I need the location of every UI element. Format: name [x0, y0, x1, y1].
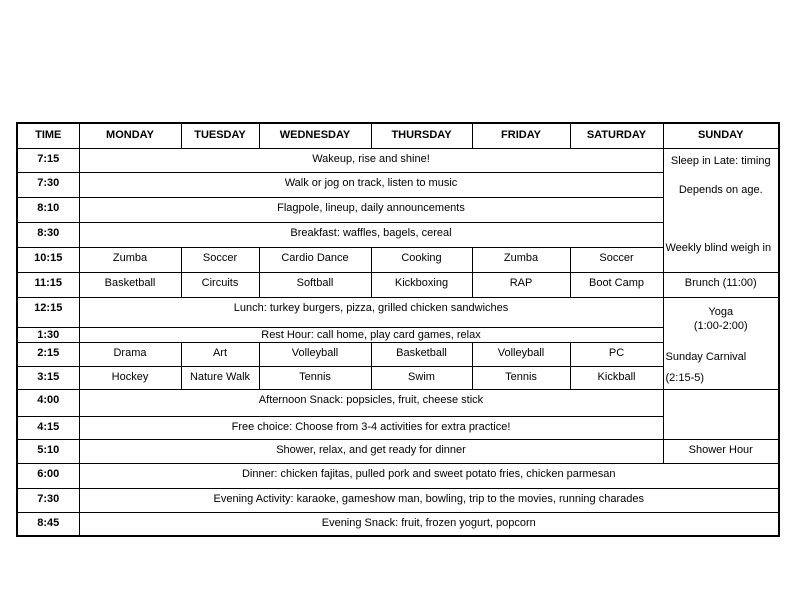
activity-cell: Basketball — [79, 272, 181, 297]
sunday-note-line: Sunday Carnival — [665, 350, 747, 363]
time-cell: 8:30 — [17, 222, 79, 247]
activity-cell: Hockey — [79, 366, 181, 389]
time-cell: 4:15 — [17, 416, 79, 439]
activity-cell: RAP — [472, 272, 570, 297]
schedule-message-cell: Afternoon Snack: popsicles, fruit, cheese stick — [79, 389, 663, 416]
header-monday: MONDAY — [79, 123, 181, 148]
schedule-message-cell: Rest Hour: call home, play card games, relax — [79, 327, 663, 342]
time-cell: 7:30 — [17, 488, 79, 512]
sunday-empty-cell — [663, 389, 779, 439]
header-thursday: THURSDAY — [371, 123, 472, 148]
schedule-message-cell: Dinner: chicken fajitas, pulled pork and sweet potato fries, chicken parmesan — [79, 463, 779, 488]
row-lunch — [17, 297, 779, 327]
sunday-note-line: Yoga — [708, 305, 734, 318]
header-row — [17, 123, 779, 148]
schedule-message-cell: Walk or jog on track, listen to music — [79, 172, 663, 197]
header-time: TIME — [17, 123, 79, 148]
activity-cell: Art — [181, 342, 259, 366]
time-cell: 4:00 — [17, 389, 79, 416]
sunday-morning-notes-cell — [663, 148, 779, 272]
schedule-message-cell: Shower, relax, and get ready for dinner — [79, 439, 663, 463]
activity-cell: Nature Walk — [181, 366, 259, 389]
row-shower — [17, 439, 779, 463]
sunday-note-line: (2:15-5) — [665, 371, 705, 384]
sunday-note-line: Depends on age. — [678, 183, 763, 196]
schedule-message-cell: Flagpole, lineup, daily announcements — [79, 197, 663, 222]
time-cell: 5:10 — [17, 439, 79, 463]
time-cell: 2:15 — [17, 342, 79, 366]
row-dinner — [17, 463, 779, 488]
activity-cell: Kickball — [570, 366, 663, 389]
time-cell: 1:30 — [17, 327, 79, 342]
header-saturday: SATURDAY — [570, 123, 663, 148]
weekly-schedule-table — [16, 122, 780, 537]
row-afternoon-snack — [17, 389, 779, 416]
time-cell: 10:15 — [17, 247, 79, 272]
schedule-message-cell: Breakfast: waffles, bagels, cereal — [79, 222, 663, 247]
time-cell: 6:00 — [17, 463, 79, 488]
schedule-message-cell: Evening Snack: fruit, frozen yogurt, popcorn — [79, 512, 779, 536]
sunday-brunch-cell: Brunch (11:00) — [663, 272, 779, 297]
sunday-note-line: Sleep in Late: timing — [670, 154, 771, 167]
schedule-message-cell: Wakeup, rise and shine! — [79, 148, 663, 172]
activity-cell: Swim — [371, 366, 472, 389]
row-wakeup — [17, 148, 779, 172]
sunday-midday-notes-cell — [663, 297, 779, 389]
sunday-shower-hour-cell: Shower Hour — [663, 439, 779, 463]
time-cell: 7:30 — [17, 172, 79, 197]
header-friday: FRIDAY — [472, 123, 570, 148]
time-cell: 11:15 — [17, 272, 79, 297]
activity-cell: Kickboxing — [371, 272, 472, 297]
time-cell: 8:45 — [17, 512, 79, 536]
activity-cell: Zumba — [472, 247, 570, 272]
sunday-note-line: Weekly blind weigh in — [665, 241, 772, 254]
row-evening-snack — [17, 512, 779, 536]
time-cell: 8:10 — [17, 197, 79, 222]
activity-cell: Volleyball — [259, 342, 371, 366]
activity-cell: Zumba — [79, 247, 181, 272]
activity-cell: Softball — [259, 272, 371, 297]
schedule-message-cell: Lunch: turkey burgers, pizza, grilled chicken sandwiches — [79, 297, 663, 327]
time-cell: 12:15 — [17, 297, 79, 327]
activity-cell: Cardio Dance — [259, 247, 371, 272]
activity-cell: Soccer — [570, 247, 663, 272]
sunday-note-line: (1:00-2:00) — [693, 319, 748, 332]
row-activity-1115 — [17, 272, 779, 297]
activity-cell: Boot Camp — [570, 272, 663, 297]
activity-cell: Tennis — [259, 366, 371, 389]
time-cell: 7:15 — [17, 148, 79, 172]
schedule-message-cell: Evening Activity: karaoke, gameshow man, bowling, trip to the movies, running charades — [79, 488, 779, 512]
schedule-message-cell: Free choice: Choose from 3-4 activities for extra practice! — [79, 416, 663, 439]
header-sunday: SUNDAY — [663, 123, 779, 148]
header-tuesday: TUESDAY — [181, 123, 259, 148]
header-wednesday: WEDNESDAY — [259, 123, 371, 148]
activity-cell: Circuits — [181, 272, 259, 297]
activity-cell: Basketball — [371, 342, 472, 366]
activity-cell: Cooking — [371, 247, 472, 272]
sunday-note-block — [666, 305, 777, 333]
activity-cell: PC — [570, 342, 663, 366]
activity-cell: Tennis — [472, 366, 570, 389]
activity-cell: Soccer — [181, 247, 259, 272]
activity-cell: Volleyball — [472, 342, 570, 366]
time-cell: 3:15 — [17, 366, 79, 389]
activity-cell: Drama — [79, 342, 181, 366]
row-evening-activity — [17, 488, 779, 512]
